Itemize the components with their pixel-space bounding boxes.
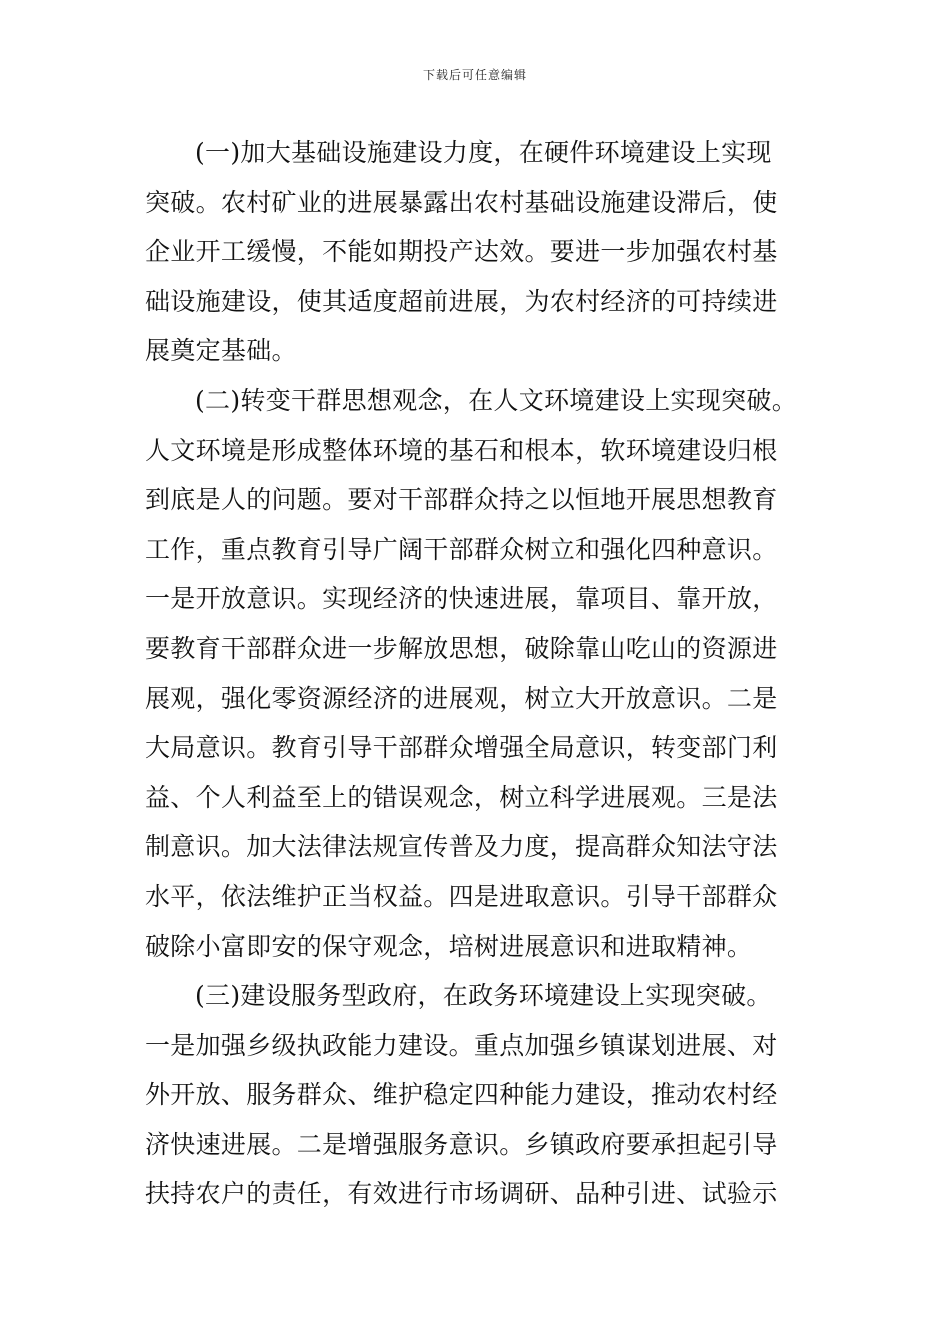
text-line: 一是开放意识。实现经济的快速进展，靠项目、靠开放， xyxy=(145,584,778,614)
text-line: 础设施建设，使其适度超前进展，为农村经济的可持续进 xyxy=(145,286,778,316)
text-line: 水平，依法维护正当权益。四是进取意识。引导干部群众 xyxy=(145,881,778,911)
text-line: 破除小富即安的保守观念，培树进展意识和进取精神。 xyxy=(145,931,753,961)
text-line: 企业开工缓慢，不能如期投产达效。要进一步加强农村基 xyxy=(145,237,778,267)
text-line: 人文环境是形成整体环境的基石和根本，软环境建设归根 xyxy=(145,435,778,465)
text-line: 突破。农村矿业的进展暴露出农村基础设施建设滞后，使 xyxy=(145,187,778,217)
text-line: (二)转变干群思想观念，在人文环境建设上实现突破。 xyxy=(195,385,798,415)
text-line: 到底是人的问题。要对干部群众持之以恒地开展思想教育 xyxy=(145,485,778,515)
header-note: 下载后可任意编辑 xyxy=(422,68,527,82)
text-line: 扶持农户的责任，有效进行市场调研、品种引进、试验示 xyxy=(145,1179,778,1209)
text-line: 益、个人利益至上的错误观念，树立科学进展观。三是法 xyxy=(145,782,778,812)
text-line: 展奠定基础。 xyxy=(145,336,297,366)
text-line: 要教育干部群众进一步解放思想，破除靠山吃山的资源进 xyxy=(145,633,778,663)
text-line: 制意识。加大法律法规宣传普及力度，提高群众知法守法 xyxy=(145,832,778,862)
text-line: 工作，重点教育引导广阔干部群众树立和强化四种意识。 xyxy=(145,534,778,564)
text-line: 外开放、服务群众、维护稳定四种能力建设，推动农村经 xyxy=(145,1080,778,1110)
text-line: 济快速进展。二是增强服务意识。乡镇政府要承担起引导 xyxy=(145,1129,778,1159)
text-line: 展观，强化零资源经济的进展观，树立大开放意识。二是 xyxy=(145,683,778,713)
document-body xyxy=(145,128,810,1219)
text-line: 大局意识。教育引导干部群众增强全局意识，转变部门利 xyxy=(145,733,778,763)
text-line: 一是加强乡级执政能力建设。重点加强乡镇谋划进展、对 xyxy=(145,1030,778,1060)
text-line: (一)加大基础设施建设力度，在硬件环境建设上实现 xyxy=(195,138,772,167)
text-line: (三)建设服务型政府，在政务环境建设上实现突破。 xyxy=(195,981,772,1011)
